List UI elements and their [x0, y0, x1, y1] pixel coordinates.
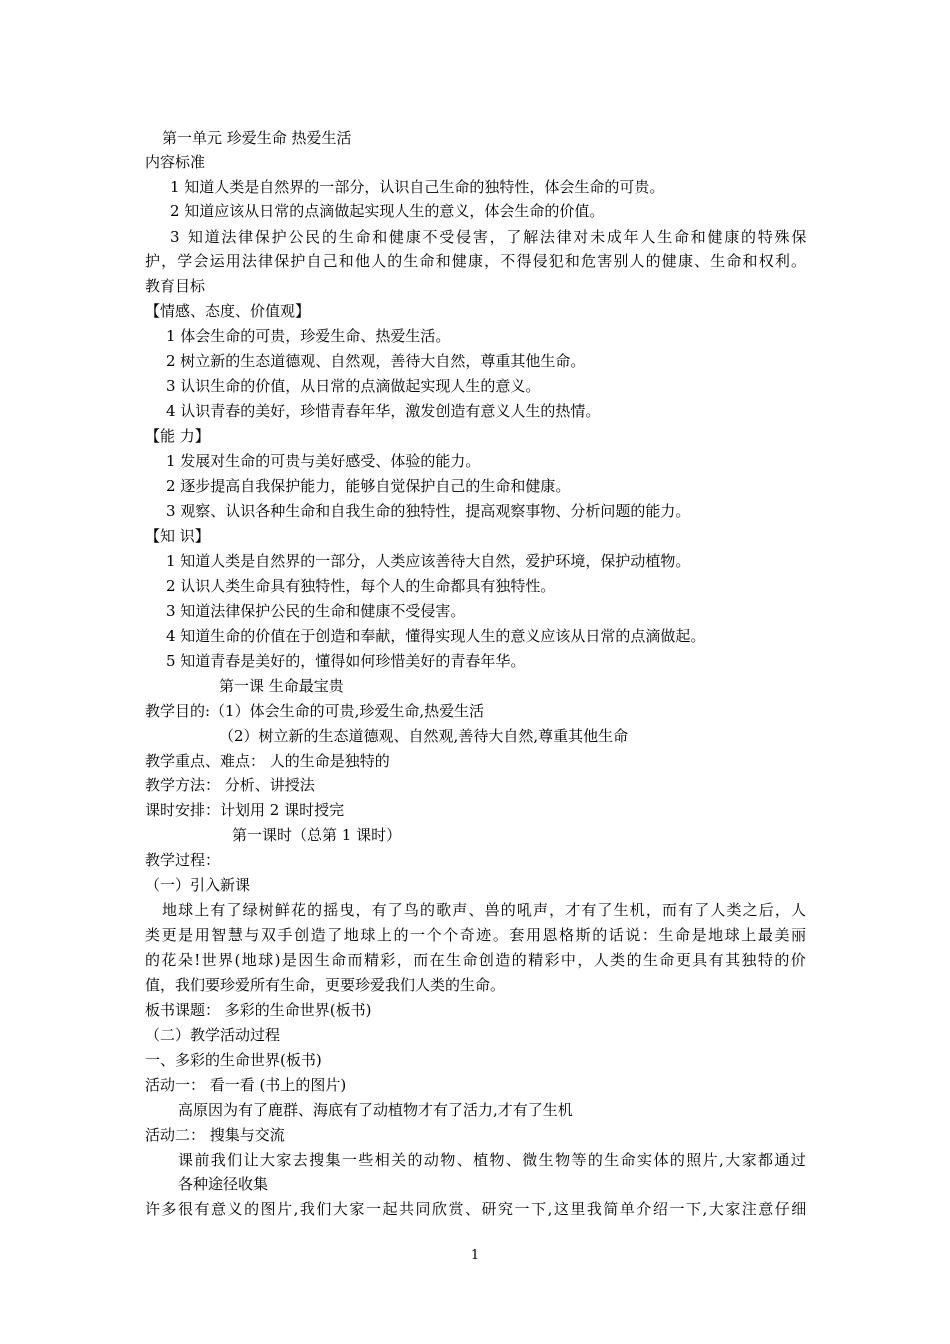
- page-number: 1: [470, 1248, 480, 1263]
- text-line: （一）引入新课: [145, 876, 251, 894]
- text-line: 护，学会运用法律保护自己和他人的生命和健康，不得侵犯和危害别人的健康、生命和权利。: [145, 252, 808, 270]
- text-line: 板书课题： 多彩的生命世界(板书): [145, 1001, 372, 1019]
- text-line: 2 逐步提高自我保护能力，能够自觉保护自己的生命和健康。: [166, 477, 571, 495]
- text-line: 教学过程：: [145, 851, 221, 869]
- text-line: 3 观察、认识各种生命和自我生命的独特性，提高观察事物、分析问题的能力。: [166, 502, 691, 520]
- text-line: 教育目标: [145, 277, 206, 295]
- text-line: 的花朵!世界(地球)是因生命而精彩，而在生命创造的精彩中，人类的生命更具有其独特的价: [145, 951, 808, 969]
- text-line: 第一课时（总第 1 课时）: [232, 826, 402, 844]
- text-line: 【能 力】: [145, 427, 210, 445]
- text-line: 第一单元 珍爱生命 热爱生活: [162, 129, 352, 147]
- text-line: 一、多彩的生命世界(板书): [145, 1051, 322, 1069]
- text-line: 1 体会生命的可贵，珍爱生命、热爱生活。: [166, 327, 451, 345]
- text-line: 2 知道应该从日常的点滴做起实现人生的意义，体会生命的价值。: [170, 202, 605, 220]
- text-line: 教学重点、难点： 人的生命是独特的: [145, 752, 390, 770]
- text-line: 活动二： 搜集与交流: [145, 1126, 285, 1144]
- text-line: 值，我们要珍爱所有生命，更要珍爱我们人类的生命。: [145, 976, 506, 994]
- text-line: 活动一： 看一看 (书上的图片): [145, 1076, 347, 1094]
- text-line: 课前我们让大家去搜集一些相关的动物、植物、微生物等的生命实体的照片,大家都通过: [178, 1151, 808, 1169]
- text-line: （二）教学活动过程: [145, 1026, 281, 1044]
- text-line: 类更是用智慧与双手创造了地球上的一个个奇迹。套用恩格斯的话说：生命是地球上最美丽: [145, 926, 808, 944]
- text-line: 各种途径收集: [178, 1175, 269, 1193]
- text-line: 第一课 生命最宝贵: [219, 677, 344, 695]
- text-line: 高原因为有了鹿群、海底有了动植物才有了活力,才有了生机: [178, 1101, 573, 1119]
- text-line: 教学方法： 分析、讲授法: [145, 776, 315, 794]
- text-line: 内容标准: [145, 153, 206, 171]
- text-line: 【知 识】: [145, 527, 210, 545]
- text-line: 5 知道青春是美好的，懂得如何珍惜美好的青春年华。: [166, 652, 526, 670]
- text-line: （2）树立新的生态道德观、自然观,善待大自然,尊重其他生命: [219, 727, 629, 745]
- text-line: 4 知道生命的价值在于创造和奉献，懂得实现人生的意义应该从日常的点滴做起。: [166, 627, 706, 645]
- text-line: 教学目的:（1）体会生命的可贵,珍爱生命,热爱生活: [145, 702, 485, 720]
- text-line: 许多很有意义的图片,我们大家一起共同欣赏、研究一下,这里我简单介绍一下,大家注意仔细: [145, 1200, 808, 1218]
- text-line: 1 发展对生命的可贵与美好感受、体验的能力。: [166, 452, 481, 470]
- text-line: 3 认识生命的价值，从日常的点滴做起实现人生的意义。: [166, 377, 541, 395]
- text-line: 1 知道人类是自然界的一部分，认识自己生命的独特性，体会生命的可贵。: [170, 178, 665, 196]
- text-line: 2 认识人类生命具有独特性，每个人的生命都具有独特性。: [166, 577, 556, 595]
- text-line: 3 知道法律保护公民的生命和健康不受侵害，了解法律对未成年人生命和健康的特殊保: [170, 228, 809, 246]
- text-line: 【情感、态度、价值观】: [145, 302, 311, 320]
- text-line: 3 知道法律保护公民的生命和健康不受侵害。: [166, 602, 466, 620]
- text-line: 2 树立新的生态道德观、自然观，善待大自然，尊重其他生命。: [166, 352, 586, 370]
- text-line: 课时安排：计划用 2 课时授完: [145, 801, 345, 819]
- text-line: 4 认识青春的美好，珍惜青春年华，激发创造有意义人生的热情。: [166, 402, 601, 420]
- text-line: 1 知道人类是自然界的一部分，人类应该善待大自然，爱护环境，保护动植物。: [166, 552, 691, 570]
- text-line: 地球上有了绿树鲜花的摇曳，有了鸟的歌声、兽的吼声，才有了生机，而有了人类之后，人: [162, 901, 808, 919]
